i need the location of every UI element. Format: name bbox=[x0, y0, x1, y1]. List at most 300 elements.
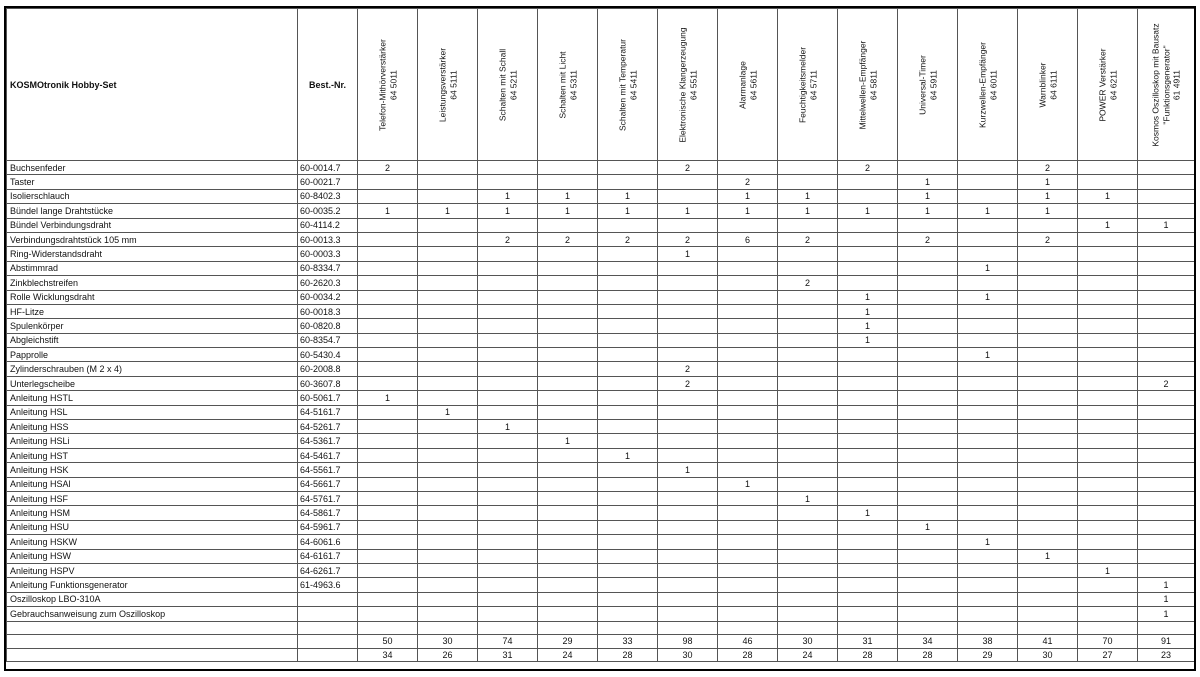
quantity-cell: 1 bbox=[838, 319, 898, 333]
set-header-label bbox=[737, 12, 758, 157]
part-name: Papprolle bbox=[7, 348, 298, 362]
total-cell: 26 bbox=[418, 648, 478, 662]
totals-row bbox=[7, 648, 1195, 662]
quantity-cell bbox=[598, 506, 658, 520]
quantity-cell bbox=[598, 333, 658, 347]
quantity-cell bbox=[538, 391, 598, 405]
quantity-cell: 1 bbox=[598, 448, 658, 462]
part-number: 60-0820.8 bbox=[298, 319, 358, 333]
quantity-cell: 2 bbox=[1138, 376, 1195, 390]
quantity-cell bbox=[658, 218, 718, 232]
quantity-cell bbox=[718, 563, 778, 577]
quantity-cell: 1 bbox=[1138, 607, 1195, 621]
quantity-cell: 1 bbox=[718, 477, 778, 491]
quantity-cell bbox=[358, 232, 418, 246]
table-row bbox=[7, 549, 1195, 563]
quantity-cell bbox=[598, 362, 658, 376]
quantity-cell: 1 bbox=[838, 304, 898, 318]
quantity-cell: 1 bbox=[478, 189, 538, 203]
quantity-cell bbox=[1138, 535, 1195, 549]
quantity-cell bbox=[358, 563, 418, 577]
set-header bbox=[958, 9, 1018, 161]
set-number: 64 5911 bbox=[927, 69, 938, 100]
empty-cell bbox=[7, 648, 298, 662]
quantity-cell bbox=[778, 333, 838, 347]
parts-table bbox=[6, 8, 1195, 662]
quantity-cell bbox=[538, 376, 598, 390]
quantity-cell bbox=[658, 592, 718, 606]
quantity-cell bbox=[1078, 535, 1138, 549]
total-cell: 46 bbox=[718, 635, 778, 649]
quantity-cell bbox=[418, 348, 478, 362]
quantity-cell bbox=[838, 391, 898, 405]
quantity-cell bbox=[958, 448, 1018, 462]
quantity-cell: 6 bbox=[718, 232, 778, 246]
set-name: Mittelwellen-Empfänger bbox=[857, 40, 867, 129]
empty-cell bbox=[478, 621, 538, 635]
quantity-cell: 1 bbox=[958, 290, 1018, 304]
quantity-cell bbox=[418, 376, 478, 390]
quantity-cell: 1 bbox=[598, 204, 658, 218]
total-cell: 70 bbox=[1078, 635, 1138, 649]
quantity-cell bbox=[898, 477, 958, 491]
total-cell: 24 bbox=[538, 648, 598, 662]
quantity-cell bbox=[718, 319, 778, 333]
quantity-cell bbox=[718, 592, 778, 606]
total-cell: 29 bbox=[958, 648, 1018, 662]
part-number: 64-6161.7 bbox=[298, 549, 358, 563]
quantity-cell bbox=[958, 161, 1018, 175]
quantity-cell: 2 bbox=[358, 161, 418, 175]
quantity-cell bbox=[1078, 391, 1138, 405]
quantity-cell bbox=[958, 592, 1018, 606]
quantity-cell bbox=[478, 362, 538, 376]
quantity-cell: 1 bbox=[1138, 218, 1195, 232]
quantity-cell bbox=[898, 463, 958, 477]
quantity-cell bbox=[1078, 420, 1138, 434]
quantity-cell bbox=[358, 491, 418, 505]
empty-cell bbox=[1018, 621, 1078, 635]
empty-cell bbox=[298, 621, 358, 635]
part-number: 60-5430.4 bbox=[298, 348, 358, 362]
quantity-cell bbox=[1018, 405, 1078, 419]
quantity-cell bbox=[1138, 491, 1195, 505]
part-name: Anleitung HSAl bbox=[7, 477, 298, 491]
quantity-cell bbox=[778, 477, 838, 491]
quantity-cell: 2 bbox=[658, 232, 718, 246]
quantity-cell bbox=[958, 247, 1018, 261]
quantity-cell: 1 bbox=[538, 434, 598, 448]
quantity-cell bbox=[898, 276, 958, 290]
quantity-cell bbox=[1138, 348, 1195, 362]
total-cell: 24 bbox=[778, 648, 838, 662]
quantity-cell bbox=[1138, 506, 1195, 520]
part-name: Anleitung HSKW bbox=[7, 535, 298, 549]
part-name: Unterlegscheibe bbox=[7, 376, 298, 390]
quantity-cell bbox=[1018, 420, 1078, 434]
quantity-cell bbox=[958, 362, 1018, 376]
quantity-cell bbox=[1018, 333, 1078, 347]
quantity-cell bbox=[358, 261, 418, 275]
quantity-cell bbox=[538, 304, 598, 318]
quantity-cell bbox=[1078, 463, 1138, 477]
part-number: 60-5061.7 bbox=[298, 391, 358, 405]
quantity-cell bbox=[778, 247, 838, 261]
quantity-cell bbox=[418, 175, 478, 189]
quantity-cell bbox=[538, 362, 598, 376]
quantity-cell bbox=[1078, 276, 1138, 290]
quantity-cell bbox=[958, 391, 1018, 405]
set-number: 64 5611 bbox=[747, 69, 758, 100]
quantity-cell bbox=[1138, 204, 1195, 218]
quantity-cell bbox=[778, 391, 838, 405]
quantity-cell bbox=[358, 218, 418, 232]
total-cell: 34 bbox=[358, 648, 418, 662]
quantity-cell bbox=[1018, 261, 1078, 275]
quantity-cell bbox=[1078, 506, 1138, 520]
quantity-cell bbox=[958, 405, 1018, 419]
quantity-cell bbox=[838, 175, 898, 189]
quantity-cell bbox=[1138, 161, 1195, 175]
quantity-cell bbox=[1018, 592, 1078, 606]
quantity-cell bbox=[478, 319, 538, 333]
set-header bbox=[838, 9, 898, 161]
set-name: Schalten mit Temperatur bbox=[617, 38, 627, 131]
quantity-cell: 1 bbox=[898, 175, 958, 189]
quantity-cell bbox=[718, 247, 778, 261]
quantity-cell bbox=[718, 506, 778, 520]
quantity-cell bbox=[478, 391, 538, 405]
quantity-cell: 1 bbox=[418, 405, 478, 419]
total-cell: 31 bbox=[478, 648, 538, 662]
quantity-cell bbox=[1078, 161, 1138, 175]
total-cell: 30 bbox=[778, 635, 838, 649]
quantity-cell bbox=[418, 448, 478, 462]
quantity-cell bbox=[358, 578, 418, 592]
table-row bbox=[7, 376, 1195, 390]
quantity-cell bbox=[838, 607, 898, 621]
quantity-cell bbox=[718, 405, 778, 419]
quantity-cell bbox=[598, 592, 658, 606]
part-number: 60-8354.7 bbox=[298, 333, 358, 347]
quantity-cell bbox=[718, 362, 778, 376]
table-row bbox=[7, 607, 1195, 621]
quantity-cell bbox=[958, 376, 1018, 390]
quantity-cell bbox=[1138, 463, 1195, 477]
quantity-cell: 2 bbox=[1018, 232, 1078, 246]
set-number: 64 5211 bbox=[507, 69, 518, 100]
table-row bbox=[7, 290, 1195, 304]
set-header-label bbox=[977, 12, 998, 157]
quantity-cell bbox=[958, 491, 1018, 505]
set-name: Leistungsverstärker bbox=[437, 47, 447, 122]
set-header-label bbox=[857, 12, 878, 157]
quantity-cell bbox=[538, 549, 598, 563]
empty-cell bbox=[7, 635, 298, 649]
quantity-cell bbox=[598, 376, 658, 390]
quantity-cell: 1 bbox=[958, 261, 1018, 275]
quantity-cell bbox=[1138, 261, 1195, 275]
part-name: Bündel Verbindungsdraht bbox=[7, 218, 298, 232]
quantity-cell bbox=[1078, 290, 1138, 304]
bestnr-header: Best.-Nr. bbox=[298, 9, 358, 161]
quantity-cell bbox=[898, 362, 958, 376]
table-row bbox=[7, 405, 1195, 419]
quantity-cell bbox=[418, 578, 478, 592]
empty-cell bbox=[538, 621, 598, 635]
set-name: Schalten mit Schall bbox=[497, 48, 507, 121]
quantity-cell bbox=[418, 290, 478, 304]
quantity-cell bbox=[1078, 348, 1138, 362]
quantity-cell: 1 bbox=[958, 204, 1018, 218]
quantity-cell bbox=[478, 477, 538, 491]
quantity-cell bbox=[418, 319, 478, 333]
quantity-cell bbox=[538, 491, 598, 505]
quantity-cell bbox=[478, 405, 538, 419]
quantity-cell bbox=[958, 607, 1018, 621]
table-row bbox=[7, 261, 1195, 275]
part-name: Anleitung HSL bbox=[7, 405, 298, 419]
quantity-cell bbox=[958, 276, 1018, 290]
quantity-cell bbox=[418, 391, 478, 405]
quantity-cell bbox=[718, 535, 778, 549]
quantity-cell bbox=[718, 549, 778, 563]
quantity-cell bbox=[1138, 563, 1195, 577]
quantity-cell bbox=[598, 405, 658, 419]
empty-cell bbox=[7, 621, 298, 635]
quantity-cell bbox=[898, 607, 958, 621]
quantity-cell bbox=[478, 607, 538, 621]
set-header-label bbox=[557, 12, 578, 157]
set-number: 64 5411 bbox=[627, 69, 638, 100]
quantity-cell bbox=[538, 290, 598, 304]
part-number: 61-4963.6 bbox=[298, 578, 358, 592]
quantity-cell bbox=[658, 448, 718, 462]
table-row bbox=[7, 391, 1195, 405]
quantity-cell bbox=[898, 448, 958, 462]
quantity-cell bbox=[658, 563, 718, 577]
quantity-cell bbox=[538, 535, 598, 549]
table-row bbox=[7, 247, 1195, 261]
total-cell: 28 bbox=[598, 648, 658, 662]
quantity-cell bbox=[898, 304, 958, 318]
quantity-cell: 1 bbox=[358, 391, 418, 405]
set-header-label bbox=[437, 12, 458, 157]
quantity-cell bbox=[1078, 304, 1138, 318]
quantity-cell bbox=[778, 448, 838, 462]
quantity-cell: 1 bbox=[898, 204, 958, 218]
quantity-cell bbox=[658, 578, 718, 592]
set-name: Alarmanlage bbox=[737, 60, 747, 109]
quantity-cell: 1 bbox=[778, 204, 838, 218]
part-number: 60-8402.3 bbox=[298, 189, 358, 203]
quantity-cell bbox=[538, 448, 598, 462]
quantity-cell: 2 bbox=[538, 232, 598, 246]
quantity-cell bbox=[718, 348, 778, 362]
quantity-cell bbox=[418, 333, 478, 347]
quantity-cell bbox=[1018, 506, 1078, 520]
part-number: 60-4114.2 bbox=[298, 218, 358, 232]
quantity-cell bbox=[958, 520, 1018, 534]
quantity-cell bbox=[358, 247, 418, 261]
quantity-cell bbox=[718, 276, 778, 290]
total-cell: 31 bbox=[838, 635, 898, 649]
quantity-cell bbox=[838, 592, 898, 606]
quantity-cell bbox=[478, 520, 538, 534]
quantity-cell: 1 bbox=[838, 204, 898, 218]
set-number: 61 4911 bbox=[1171, 69, 1182, 100]
part-name: Anleitung HSTL bbox=[7, 391, 298, 405]
quantity-cell: 1 bbox=[838, 506, 898, 520]
part-name: Anleitung HSU bbox=[7, 520, 298, 534]
set-number: 64 6211 bbox=[1107, 69, 1118, 100]
quantity-cell bbox=[838, 535, 898, 549]
quantity-cell bbox=[898, 491, 958, 505]
quantity-cell: 1 bbox=[1078, 189, 1138, 203]
set-name: Universal-Timer bbox=[917, 54, 927, 115]
part-name: HF-Litze bbox=[7, 304, 298, 318]
quantity-cell bbox=[598, 607, 658, 621]
quantity-cell bbox=[478, 276, 538, 290]
part-number: 64-5461.7 bbox=[298, 448, 358, 462]
quantity-cell bbox=[418, 304, 478, 318]
quantity-cell bbox=[1018, 448, 1078, 462]
quantity-cell: 1 bbox=[478, 204, 538, 218]
quantity-cell: 1 bbox=[538, 204, 598, 218]
quantity-cell bbox=[1138, 448, 1195, 462]
quantity-cell bbox=[658, 348, 718, 362]
set-header bbox=[538, 9, 598, 161]
quantity-cell bbox=[778, 362, 838, 376]
quantity-cell bbox=[1018, 563, 1078, 577]
quantity-cell bbox=[358, 276, 418, 290]
quantity-cell bbox=[1018, 218, 1078, 232]
quantity-cell bbox=[1078, 491, 1138, 505]
quantity-cell bbox=[1138, 175, 1195, 189]
quantity-cell: 1 bbox=[1018, 204, 1078, 218]
empty-cell bbox=[898, 621, 958, 635]
quantity-cell bbox=[718, 333, 778, 347]
part-name: Anleitung HSK bbox=[7, 463, 298, 477]
quantity-cell bbox=[478, 434, 538, 448]
quantity-cell bbox=[658, 520, 718, 534]
table-row bbox=[7, 319, 1195, 333]
quantity-cell bbox=[1078, 448, 1138, 462]
quantity-cell bbox=[1018, 290, 1078, 304]
set-name: Telefon-Mithörverstärker bbox=[377, 38, 387, 131]
empty-cell bbox=[598, 621, 658, 635]
part-name: Rolle Wicklungsdraht bbox=[7, 290, 298, 304]
quantity-cell bbox=[1138, 362, 1195, 376]
quantity-cell bbox=[418, 491, 478, 505]
quantity-cell: 1 bbox=[598, 189, 658, 203]
quantity-cell bbox=[598, 434, 658, 448]
set-header bbox=[658, 9, 718, 161]
quantity-cell bbox=[1078, 477, 1138, 491]
quantity-cell bbox=[1138, 549, 1195, 563]
quantity-cell: 2 bbox=[718, 175, 778, 189]
quantity-cell: 2 bbox=[778, 276, 838, 290]
quantity-cell bbox=[358, 434, 418, 448]
table-row bbox=[7, 477, 1195, 491]
quantity-cell bbox=[1078, 362, 1138, 376]
quantity-cell bbox=[718, 463, 778, 477]
part-number bbox=[298, 592, 358, 606]
blank-row bbox=[7, 621, 1195, 635]
quantity-cell bbox=[778, 420, 838, 434]
quantity-cell bbox=[538, 578, 598, 592]
part-number: 60-0014.7 bbox=[298, 161, 358, 175]
quantity-cell bbox=[958, 319, 1018, 333]
quantity-cell bbox=[418, 520, 478, 534]
quantity-cell bbox=[658, 506, 718, 520]
quantity-cell bbox=[838, 491, 898, 505]
quantity-cell bbox=[958, 420, 1018, 434]
quantity-cell bbox=[538, 348, 598, 362]
set-header bbox=[1018, 9, 1078, 161]
set-header bbox=[1078, 9, 1138, 161]
quantity-cell bbox=[1018, 348, 1078, 362]
part-name: Anleitung HSW bbox=[7, 549, 298, 563]
part-number: 64-5161.7 bbox=[298, 405, 358, 419]
quantity-cell bbox=[838, 405, 898, 419]
quantity-cell bbox=[958, 304, 1018, 318]
quantity-cell: 1 bbox=[718, 204, 778, 218]
quantity-cell bbox=[838, 232, 898, 246]
set-header bbox=[598, 9, 658, 161]
quantity-cell bbox=[538, 247, 598, 261]
quantity-cell bbox=[778, 549, 838, 563]
quantity-cell: 1 bbox=[658, 247, 718, 261]
quantity-cell bbox=[418, 463, 478, 477]
quantity-cell bbox=[718, 520, 778, 534]
quantity-cell bbox=[778, 161, 838, 175]
table-row bbox=[7, 563, 1195, 577]
quantity-cell bbox=[598, 491, 658, 505]
quantity-cell bbox=[1018, 607, 1078, 621]
quantity-cell bbox=[1018, 520, 1078, 534]
quantity-cell bbox=[538, 563, 598, 577]
table-title: KOSMOtronik Hobby-Set bbox=[7, 9, 298, 161]
quantity-cell bbox=[1018, 535, 1078, 549]
quantity-cell bbox=[418, 276, 478, 290]
quantity-cell bbox=[898, 218, 958, 232]
set-number: 64 6111 bbox=[1047, 69, 1058, 100]
total-cell: 30 bbox=[1018, 648, 1078, 662]
total-cell: 30 bbox=[418, 635, 478, 649]
quantity-cell bbox=[358, 348, 418, 362]
quantity-cell bbox=[718, 391, 778, 405]
quantity-cell bbox=[418, 592, 478, 606]
quantity-cell bbox=[958, 189, 1018, 203]
quantity-cell bbox=[1138, 405, 1195, 419]
quantity-cell bbox=[658, 405, 718, 419]
total-cell: 50 bbox=[358, 635, 418, 649]
quantity-cell bbox=[1078, 592, 1138, 606]
part-name: Anleitung HSLi bbox=[7, 434, 298, 448]
quantity-cell bbox=[598, 261, 658, 275]
quantity-cell bbox=[898, 434, 958, 448]
total-cell: 30 bbox=[658, 648, 718, 662]
quantity-cell: 1 bbox=[1018, 175, 1078, 189]
total-cell: 98 bbox=[658, 635, 718, 649]
set-number: 64 6011 bbox=[987, 69, 998, 100]
set-header bbox=[778, 9, 838, 161]
quantity-cell bbox=[358, 189, 418, 203]
table-row bbox=[7, 189, 1195, 203]
set-header-label bbox=[1037, 12, 1058, 157]
part-number: 64-6261.7 bbox=[298, 563, 358, 577]
